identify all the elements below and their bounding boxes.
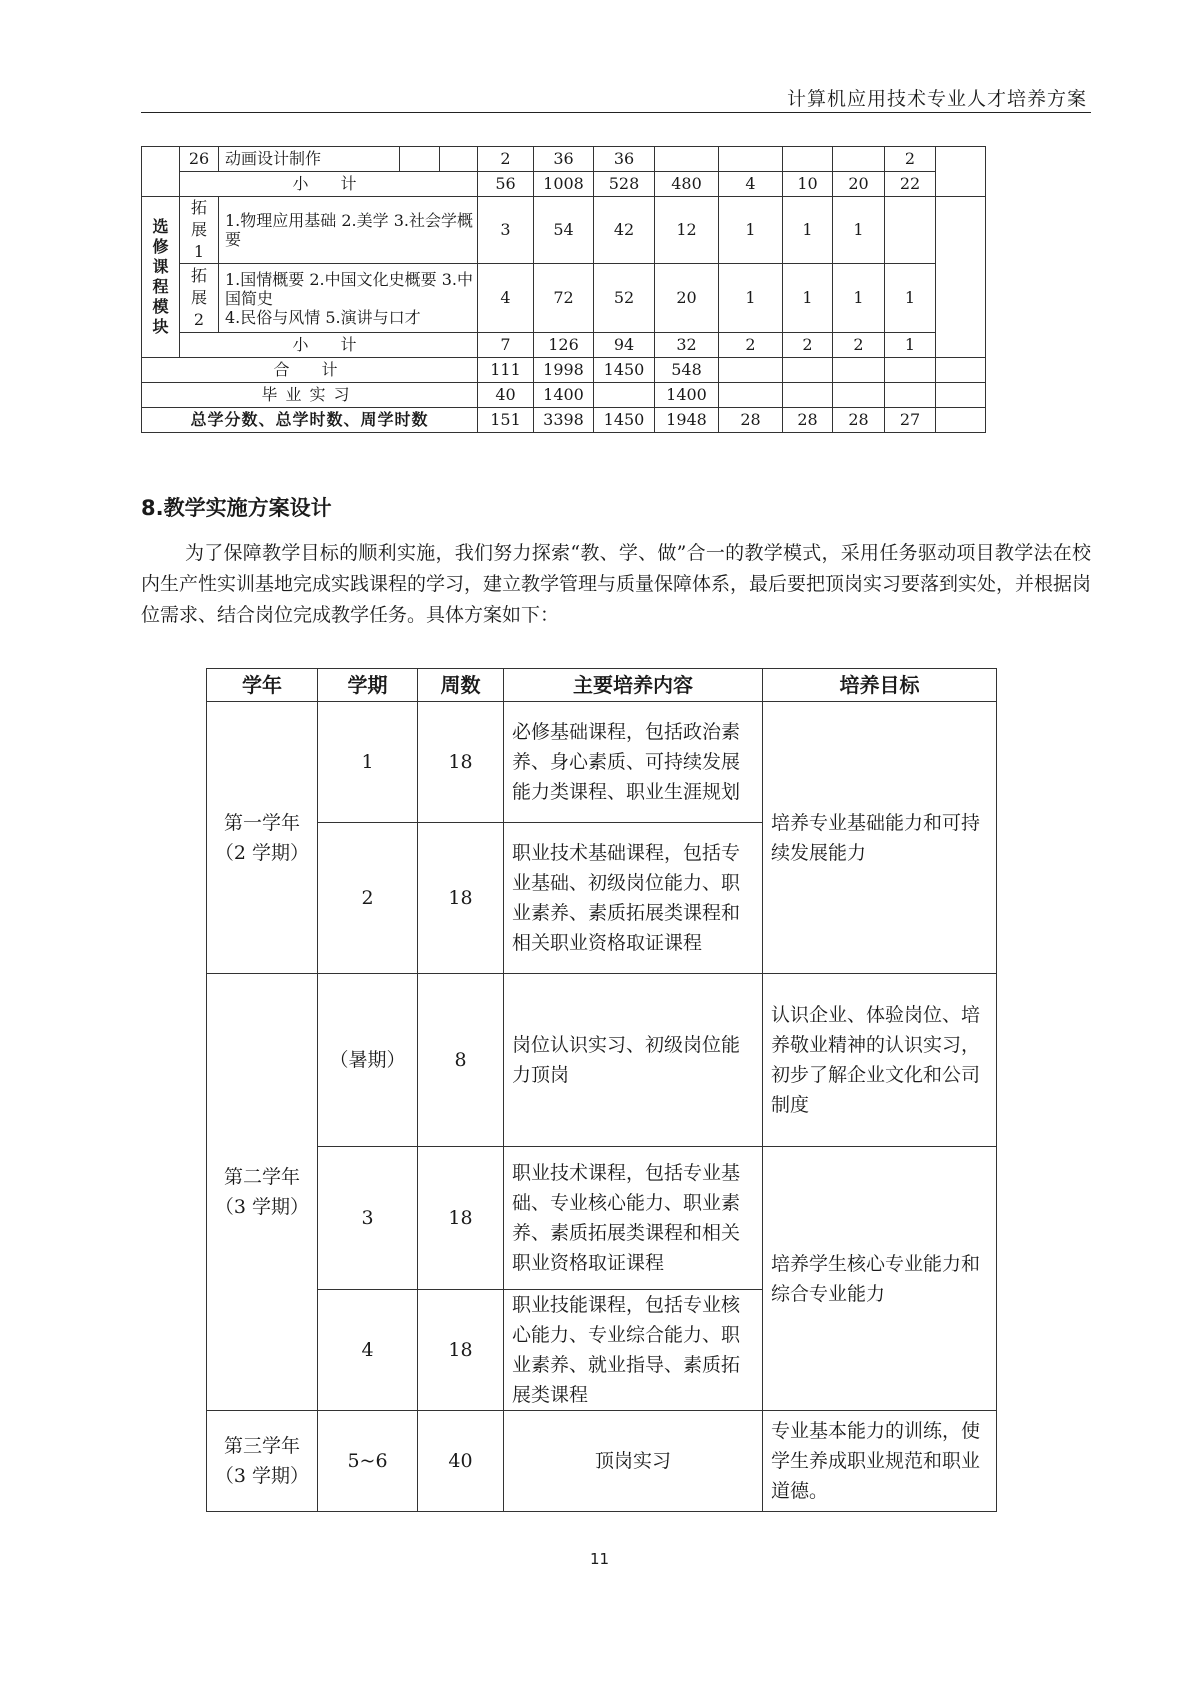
content-cell: 必修基础课程，包括政治素养、身心素质、可持续发展能力类课程、职业生涯规划 (504, 702, 763, 823)
semester-cell (719, 358, 783, 383)
credit-cell: 56 (478, 172, 534, 197)
table-row (207, 702, 997, 823)
semester-cell: 10 (783, 172, 833, 197)
total-label: 合 计 (142, 358, 478, 383)
credit-cell: 40 (478, 383, 534, 408)
semester-cell: 1 (833, 197, 885, 264)
semester-cell: 28 (833, 408, 885, 433)
semester-cell: 2 (833, 333, 885, 358)
hours-cell: 54 (534, 197, 594, 264)
table-row (207, 974, 997, 1147)
semester-cell: 20 (833, 172, 885, 197)
term-cell: 1 (318, 702, 418, 823)
semester-cell: 1 (783, 197, 833, 264)
extension-tag: 拓展1 (180, 197, 219, 264)
content-cell: 职业技能课程，包括专业核心能力、专业综合能力、职业素养、就业指导、素质拓展类课程 (504, 1290, 763, 1411)
semester-cell: 1 (719, 197, 783, 264)
goal-cell: 培养学生核心专业能力和综合专业能力 (763, 1147, 997, 1411)
year-cell: 第二学年 （3 学期） (207, 974, 318, 1411)
semester-cell: 27 (885, 408, 936, 433)
content-cell: 岗位认识实习、初级岗位能力顶岗 (504, 974, 763, 1147)
hours-cell: 3398 (534, 408, 594, 433)
semester-cell (719, 147, 783, 172)
practice-cell: 12 (655, 197, 719, 264)
hours-cell: 126 (534, 333, 594, 358)
semester-cell (885, 358, 936, 383)
table-header-row (207, 669, 997, 702)
page-header (141, 80, 1091, 113)
extension-tag: 拓展2 (180, 264, 219, 333)
semester-cell: 2 (783, 333, 833, 358)
semester-cell (783, 383, 833, 408)
content-cell: 职业技术课程，包括专业基础、专业核心能力、职业素养、素质拓展类课程和相关职业资格取证课程 (504, 1147, 763, 1290)
content-cell: 顶岗实习 (504, 1411, 763, 1512)
goal-cell: 培养专业基础能力和可持续发展能力 (763, 702, 997, 974)
term-cell: 2 (318, 823, 418, 974)
term-cell: 4 (318, 1290, 418, 1411)
practice-cell: 32 (655, 333, 719, 358)
semester-cell: 1 (885, 264, 936, 333)
elective-module-label: 选修课程模块 (142, 197, 180, 358)
subtotal-label: 小 计 (180, 172, 478, 197)
theory-cell: 36 (594, 147, 655, 172)
page-number: 11 (589, 1550, 610, 1568)
table-row (207, 1411, 997, 1512)
prev-module-cell (142, 147, 180, 197)
extension-content: 1.物理应用基础 2.美学 3.社会学概要 (219, 197, 478, 264)
header-content: 主要培养内容 (504, 669, 763, 702)
semester-cell (885, 383, 936, 408)
semester-cell: 1 (783, 264, 833, 333)
hours-cell: 1998 (534, 358, 594, 383)
semester-cell: 28 (719, 408, 783, 433)
credit-cell: 3 (478, 197, 534, 264)
practice-cell: 1948 (655, 408, 719, 433)
goal-cell: 专业基本能力的训练，使学生养成职业规范和职业道德。 (763, 1411, 997, 1512)
practice-cell: 548 (655, 358, 719, 383)
hours-cell: 36 (534, 147, 594, 172)
weeks-cell: 18 (418, 823, 504, 974)
semester-cell: 4 (719, 172, 783, 197)
section-paragraph: 为了保障教学目标的顺利实施，我们努力探索“教、学、做”合一的教学模式，采用任务驱动项目教学法在校内生产性实训基地完成实践课程的学习，建立教学管理与质量保障体系，最后要把顶岗实习要落到实处，并根据岗位需求、结合岗位完成教学任务。具体方案如下： (141, 542, 1092, 626)
course-name: 动画设计制作 (219, 147, 400, 172)
credit-cell: 4 (478, 264, 534, 333)
semester-cell: 28 (783, 408, 833, 433)
course-number: 26 (180, 147, 219, 172)
table-row (142, 408, 1095, 433)
semester-cell: 1 (719, 264, 783, 333)
teaching-plan-table (206, 668, 997, 1512)
semester-cell: 1 (885, 333, 936, 358)
practice-cell: 1400 (655, 383, 719, 408)
semester-cell (833, 358, 885, 383)
semester-cell (783, 147, 833, 172)
semester-cell (833, 147, 885, 172)
table-row (142, 147, 1095, 172)
goal-cell: 认识企业、体验岗位、培养敬业精神的认识实习，初步了解企业文化和公司制度 (763, 974, 997, 1147)
weeks-cell: 18 (418, 702, 504, 823)
theory-cell: 52 (594, 264, 655, 333)
theory-cell: 528 (594, 172, 655, 197)
header-term: 学期 (318, 669, 418, 702)
internship-label: 毕业实习 (142, 383, 478, 408)
hours-cell: 1008 (534, 172, 594, 197)
term-cell: 5~6 (318, 1411, 418, 1512)
theory-cell: 42 (594, 197, 655, 264)
semester-cell (719, 383, 783, 408)
theory-cell: 1450 (594, 408, 655, 433)
theory-cell (594, 383, 655, 408)
weeks-cell: 8 (418, 974, 504, 1147)
content-cell: 职业技术基础课程，包括专业基础、初级岗位能力、职业素养、素质拓展类课程和相关职业资格取证课程 (504, 823, 763, 974)
course-table (141, 146, 1095, 433)
practice-cell: 480 (655, 172, 719, 197)
theory-cell: 1450 (594, 358, 655, 383)
semester-cell (783, 358, 833, 383)
section-title: 8.教学实施方案设计 (141, 496, 332, 520)
semester-cell: 2 (719, 333, 783, 358)
practice-cell (655, 147, 719, 172)
table-row (207, 1147, 997, 1290)
table-row (142, 383, 1095, 408)
semester-cell: 1 (833, 264, 885, 333)
credit-cell: 7 (478, 333, 534, 358)
header-year: 学年 (207, 669, 318, 702)
year-cell: 第一学年 （2 学期） (207, 702, 318, 974)
hours-cell: 1400 (534, 383, 594, 408)
table-row (142, 197, 1095, 264)
credit-cell: 151 (478, 408, 534, 433)
table-row (142, 358, 1095, 383)
credit-cell: 2 (478, 147, 534, 172)
semester-cell: 2 (885, 147, 936, 172)
extension-content: 1.国情概要 2.中国文化史概要 3.中国简史 4.民俗与风情 5.演讲与口才 (219, 264, 478, 333)
term-cell: 3 (318, 1147, 418, 1290)
header-goal: 培养目标 (763, 669, 997, 702)
credit-cell: 111 (478, 358, 534, 383)
weeks-cell: 18 (418, 1290, 504, 1411)
subtotal-label: 小 计 (180, 333, 478, 358)
semester-cell: 22 (885, 172, 936, 197)
grand-total-label: 总学分数、总学时数、周学时数 (142, 408, 478, 433)
practice-cell: 20 (655, 264, 719, 333)
term-cell: （暑期） (318, 974, 418, 1147)
hours-cell: 72 (534, 264, 594, 333)
header-weeks: 周数 (418, 669, 504, 702)
year-cell: 第三学年 （3 学期） (207, 1411, 318, 1512)
theory-cell: 94 (594, 333, 655, 358)
semester-cell (833, 383, 885, 408)
weeks-cell: 40 (418, 1411, 504, 1512)
header-title: 计算机应用技术专业人才培养方案 (786, 88, 1087, 110)
semester-cell (885, 197, 936, 264)
weeks-cell: 18 (418, 1147, 504, 1290)
